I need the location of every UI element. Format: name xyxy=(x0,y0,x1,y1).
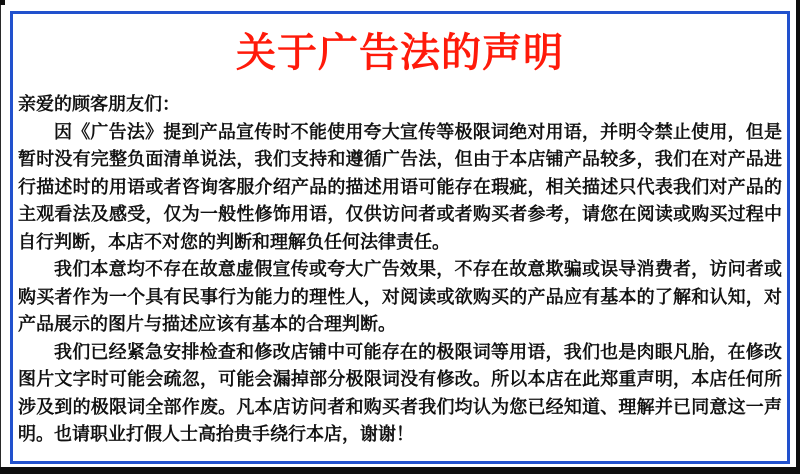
notice-paragraph-1: 因《广告法》提到产品宣传时不能使用夸大宣传等极限词绝对用语，并明令禁止使用，但是暂时没有完整负面清单说法，我们支持和遵循广告法，但由于本店铺产品较多，我们在对产品进行描述时的用语或者咨询客服介绍产品的描述用语可能存在瑕疵，相关描述只代表我们对产品的主观看法及感受，仅为一般性修饰用语，仅供访问者或者购买者参考，请您在阅读或购买过程中自行判断，本店不对您的判断和理解负任何法律责任。 xyxy=(18,121,782,252)
notice-body xyxy=(18,91,782,449)
notice-page xyxy=(10,11,790,464)
screenshot-edge-corner xyxy=(0,0,5,5)
screenshot-edge-right xyxy=(796,0,800,474)
greeting-line: 亲爱的顾客朋友们： xyxy=(18,94,180,114)
notice-title: 关于广告法的声明 xyxy=(236,31,564,75)
notice-paragraph-2: 我们本意均不存在故意虚假宣传或夸大广告效果，不存在故意欺骗或误导消费者，访问者或购买者作为一个具有民事行为能力的理性人，对阅读或欲购买的产品应有基本的了解和认知，对产品展示的图片与描述应该有基本的合理判断。 xyxy=(18,259,782,334)
screenshot-edge-bottom xyxy=(0,467,800,474)
screenshot-edge-left xyxy=(0,0,1,474)
notice-paragraph-3: 我们已经紧急安排检查和修改店铺中可能存在的极限词等用语，我们也是肉眼凡胎，在修改图片文字时可能会疏忽，可能会漏掉部分极限词没有修改。所以本店在此郑重声明，本店任何所涉及到的极限词全部作废。凡本店访问者和购买者我们均认为您已经知道、理解并已同意这一声明。也请职业打假人士高抬贵手绕行本店，谢谢！ xyxy=(18,341,782,444)
